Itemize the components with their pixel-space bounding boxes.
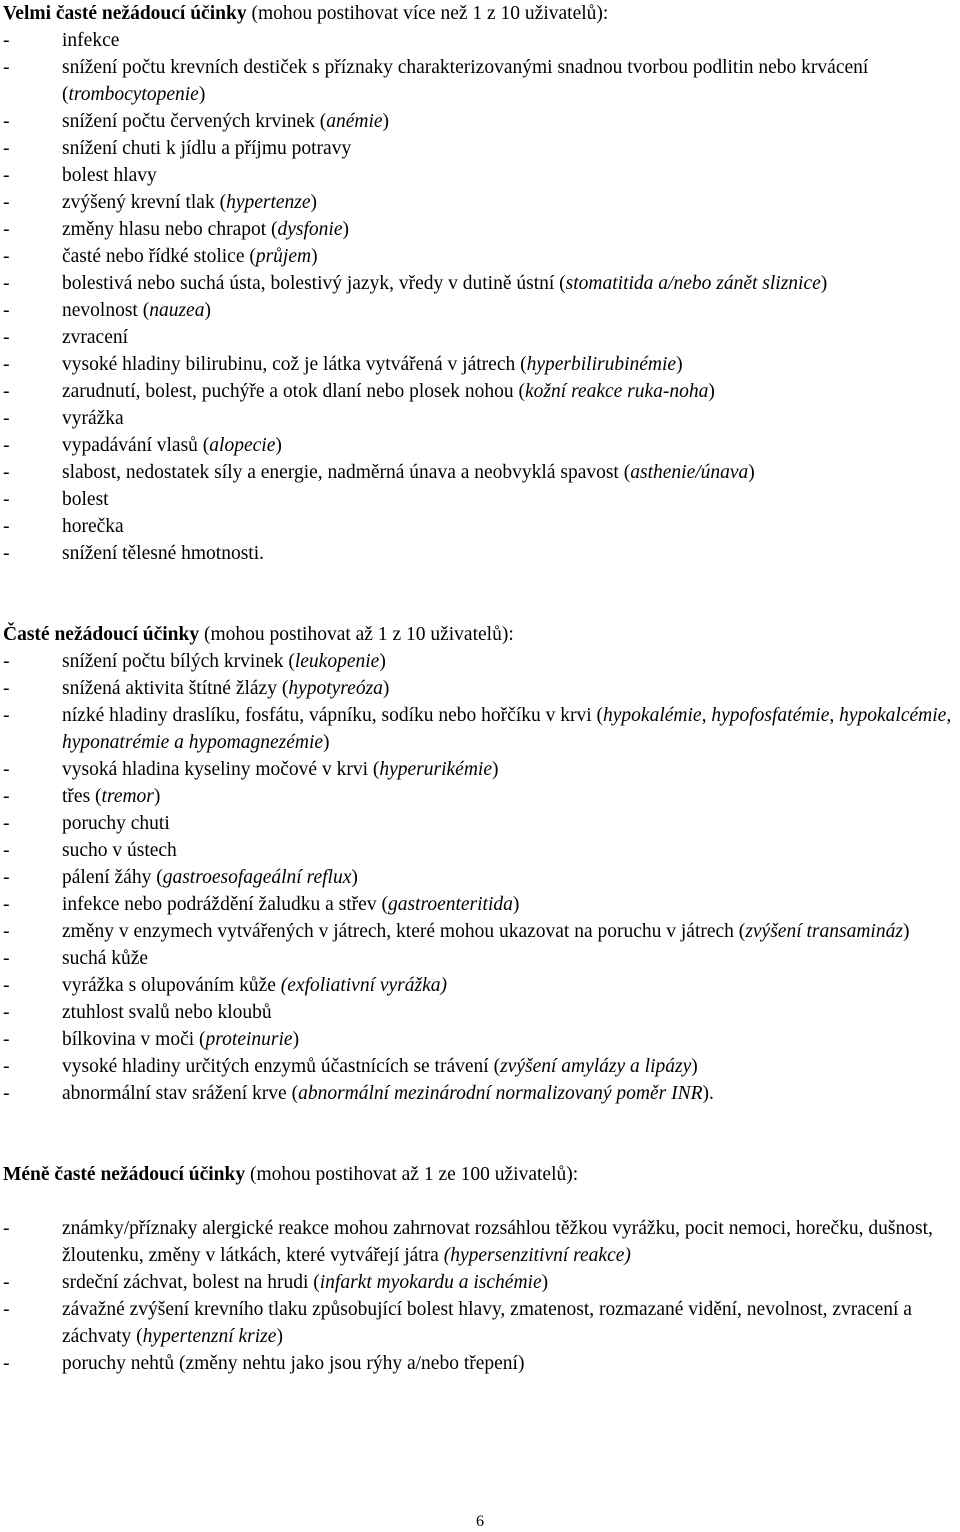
section-heading-rest: (mohou postihovat až 1 z 10 uživatelů): [199,624,514,645]
item-text: ) [153,786,161,807]
item-text: suchá kůže [62,948,149,969]
item-text: snížená aktivita štítné žlázy ( [62,678,289,699]
list-item [3,297,958,324]
item-text: infekce nebo podráždění žaludku a střev ( [62,894,388,915]
section-heading-rest: (mohou postihovat více než 1 z 10 uživatelů): [246,3,609,24]
italic-term: hypertenze [226,192,311,213]
item-text: ztuhlost svalů nebo kloubů [62,1002,272,1023]
item-text: ) [276,1326,283,1347]
list-item [3,378,958,405]
document-page [3,0,958,1377]
list-item [3,675,958,702]
item-text: ) [198,84,206,105]
list-item [3,918,958,945]
list-item [3,351,958,378]
item-text: nevolnost ( [62,300,150,321]
list-item [3,216,958,243]
section-common [3,621,958,1107]
list-item [3,270,958,297]
item-text: ) [902,921,910,942]
italic-term: gastroesofageální reflux [162,867,352,888]
item-text: ) [382,678,390,699]
item-text: ) [382,111,390,132]
item-text: ) [491,759,499,780]
side-effect-list [3,27,958,567]
item-text: ) [748,462,755,483]
item-text: ) [342,219,349,240]
list-item [3,459,958,486]
section-heading-bold: Velmi časté nežádoucí účinky [3,3,247,24]
section-heading [3,0,958,27]
list-item [3,486,958,513]
list-item [3,324,958,351]
item-text: zvracení [62,327,129,348]
italic-term: trombocytopenie [68,84,199,105]
list-item [3,27,958,54]
item-text: vyrážka s olupováním kůže [62,975,281,996]
italic-term: (hypersenzitivní reakce) [443,1245,631,1266]
item-text: snížení počtu krevních destiček s příznaky charakterizovanými snadnou tvorbou podlitin nebo krvácení ( [62,57,869,105]
section-heading-rest: (mohou postihovat až 1 ze 100 uživatelů): [245,1164,579,1185]
section-heading-bold: Časté nežádoucí účinky [3,624,200,645]
list-item [3,135,958,162]
item-text: ) [676,354,683,375]
italic-term: průjem [255,246,312,267]
list-item [3,108,958,135]
item-text: vysoké hladiny určitých enzymů účastnících se trávení ( [62,1056,501,1077]
italic-term: gastroenteritida [387,894,513,915]
item-text: vypadávání vlasů ( [62,435,210,456]
italic-term: leukopenie [294,651,380,672]
item-text: infekce [62,30,120,51]
item-text: ) [292,1029,300,1050]
item-text: ) [204,300,211,321]
list-item [3,1215,958,1269]
item-text: ) [351,867,358,888]
italic-term: tremor [101,786,154,807]
item-text: poruchy chuti [62,813,170,834]
list-item [3,972,958,999]
list-item [3,945,958,972]
item-text: abnormální stav srážení krve ( [62,1083,299,1104]
item-text: ) [275,435,282,456]
item-text: ) [512,894,520,915]
item-text: snížení tělesné hmotnosti. [62,543,265,564]
italic-term: stomatitida a/nebo zánět sliznice [565,273,821,294]
list-item [3,756,958,783]
italic-term: zvýšení transamináz [745,921,903,942]
item-text: bolestivá nebo suchá ústa, bolestivý jazyk, vředy v dutině ústní ( [62,273,566,294]
item-text: bolest [62,489,109,510]
item-text: vysoké hladiny bilirubinu, což je látka vytvářená v játrech ( [62,354,527,375]
section-heading-bold: Méně časté nežádoucí účinky [3,1164,246,1185]
item-text: ) [310,192,318,213]
list-item [3,189,958,216]
list-item [3,243,958,270]
item-text: bolest hlavy [62,165,157,186]
item-text: sucho v ústech [62,840,177,861]
italic-term: nauzea [149,300,205,321]
item-text: nízké hladiny draslíku, fosfátu, vápníku, sodíku nebo hořčíku v krvi ( [62,705,604,726]
section-uncommon [3,1161,958,1377]
list-item [3,783,958,810]
item-text: ) [820,273,828,294]
list-item [3,432,958,459]
item-text: ) [708,381,715,402]
italic-term: zvýšení amylázy a lipázy [500,1056,692,1077]
section-heading [3,1161,958,1188]
italic-term: hyperurikémie [379,759,492,780]
item-text: pálení žáhy ( [62,867,163,888]
list-item [3,1296,958,1350]
list-item [3,1053,958,1080]
italic-term: abnormální mezinárodní normalizovaný poměr INR [298,1083,703,1104]
section-very-common [3,0,958,567]
side-effect-list [3,648,958,1107]
list-item [3,405,958,432]
item-text: závažné zvýšení krevního tlaku způsobující bolest hlavy, zmatenost, rozmazané vidění, nevolnost, zvracení a záchvaty ( [62,1299,912,1347]
item-text: časté nebo řídké stolice ( [62,246,256,267]
italic-term: asthenie/únava [630,462,749,483]
italic-term: kožní reakce ruka-noha [525,381,709,402]
list-item [3,54,958,108]
item-text: ) [311,246,318,267]
list-item [3,837,958,864]
item-text: bílkovina v moči ( [62,1029,206,1050]
list-item [3,702,958,756]
italic-term: hyperbilirubinémie [526,354,677,375]
list-item [3,810,958,837]
italic-term: alopecie [209,435,276,456]
item-text: snížení počtu bílých krvinek ( [62,651,295,672]
italic-term: proteinurie [205,1029,293,1050]
italic-term: anémie [326,111,383,132]
item-text: snížení chuti k jídlu a příjmu potravy [62,138,352,159]
item-text: ) [541,1272,549,1293]
list-item [3,1080,958,1107]
item-text: ). [702,1083,714,1104]
list-item [3,864,958,891]
list-item [3,1026,958,1053]
italic-term: dysfonie [277,219,343,240]
list-item [3,999,958,1026]
item-text: slabost, nedostatek síly a energie, nadměrná únava a neobvyklá spavost ( [62,462,631,483]
list-item [3,1350,958,1377]
item-text: změny v enzymech vytvářených v játrech, které mohou ukazovat na poruchu v játrech ( [62,921,746,942]
side-effect-list [3,1215,958,1377]
list-item [3,513,958,540]
section-heading [3,621,958,648]
list-item [3,648,958,675]
list-item [3,891,958,918]
item-text: zvýšený krevní tlak ( [62,192,227,213]
item-text: ) [691,1056,698,1077]
italic-term: infarkt myokardu a ischémie [319,1272,542,1293]
item-text: známky/příznaky alergické reakce mohou zahrnovat rozsáhlou těžkou vyrážku, pocit nemoci, horečku, dušnost, žloutenku, změny v látkách, které vytvářejí játra [62,1218,933,1266]
item-text: ) [379,651,386,672]
item-text: poruchy nehtů (změny nehtu jako jsou rýhy a/nebo třepení) [62,1353,525,1374]
item-text: ) [323,732,330,753]
italic-term: (exfoliativní vyrážka) [280,975,447,996]
list-item [3,1269,958,1296]
italic-term: hypotyreóza [288,678,383,699]
italic-term: hypokalémie, hypofosfatémie, hypokalcémie, hyponatrémie a hypomagnezémie [62,705,952,753]
item-text: změny hlasu nebo chrapot ( [62,219,278,240]
item-text: horečka [62,516,124,537]
list-item [3,540,958,567]
list-item [3,162,958,189]
item-text: snížení počtu červených krvinek ( [62,111,327,132]
page-number: 6 [476,1513,484,1530]
item-text: zarudnutí, bolest, puchýře a otok dlaní nebo plosek nohou ( [62,381,526,402]
item-text: vyrážka [62,408,124,429]
italic-term: hypertenzní krize [142,1326,277,1347]
item-text: třes ( [62,786,102,807]
item-text: srdeční záchvat, bolest na hrudi ( [62,1272,320,1293]
item-text: vysoká hladina kyseliny močové v krvi ( [62,759,380,780]
